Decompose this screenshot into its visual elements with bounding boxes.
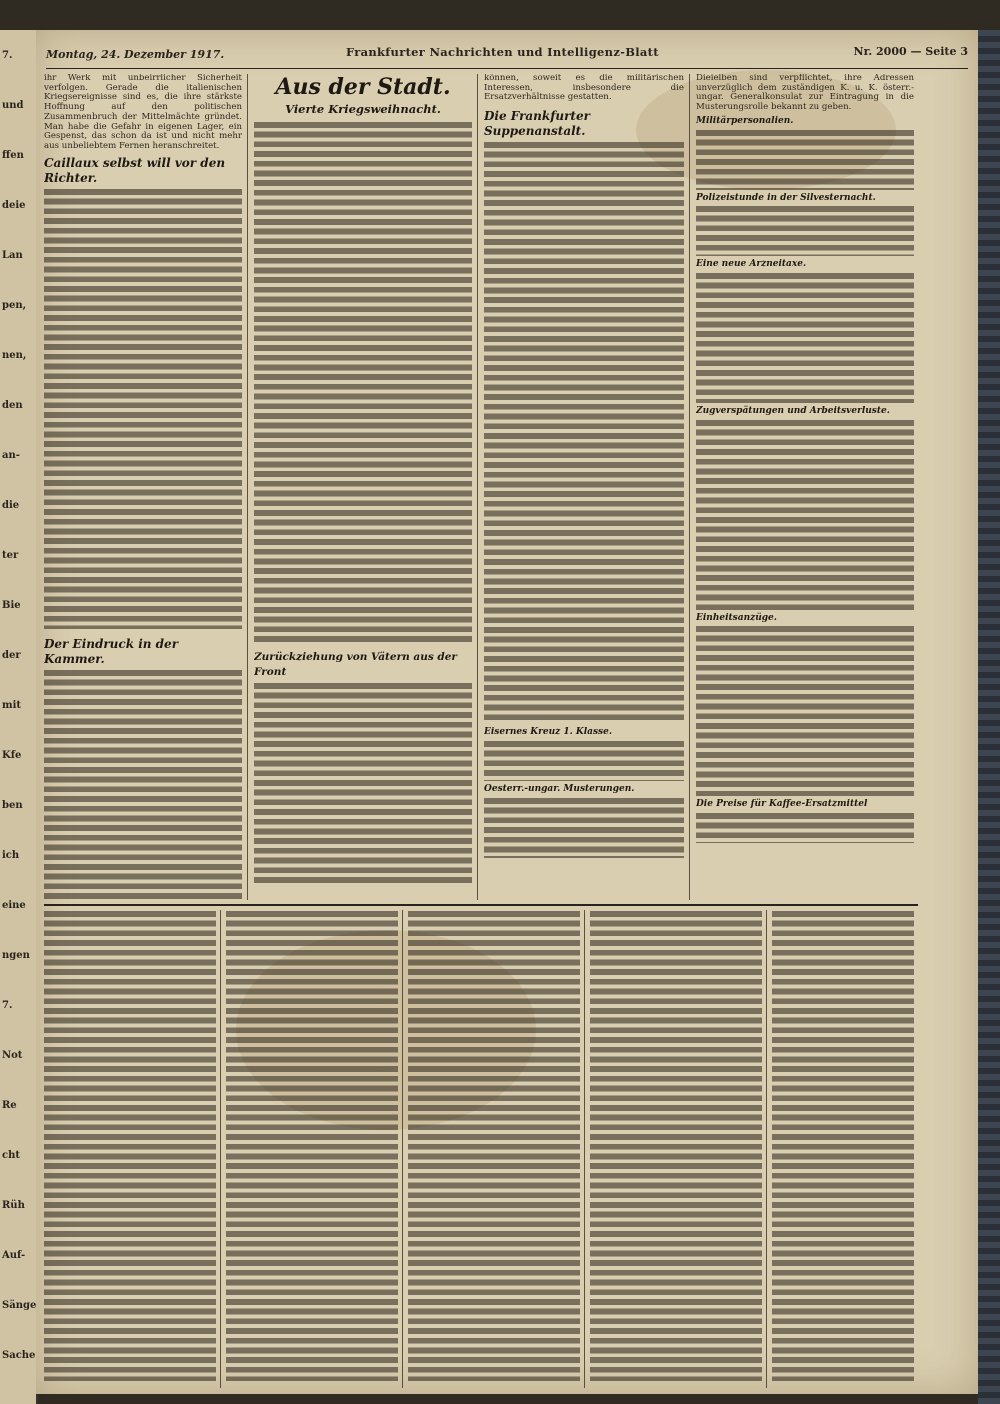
item-polizeistunde: Polizeistunde in der Silvesternacht. — [696, 192, 876, 203]
item-kaffee-ersatz: Die Preise für Kaffee-Ersatzmittel — [696, 799, 868, 810]
column-intro-text: können, soweit es die militärischen Interessen, insbesondere die Ersatzverhältnisse gestatten. — [484, 74, 684, 103]
strip-fragment: die — [2, 500, 20, 511]
article-body-text — [254, 122, 472, 642]
article-body-text — [696, 206, 914, 256]
item-eisernes-kreuz: Eisernes Kreuz 1. Klasse. — [484, 727, 612, 738]
article-subtitle: Vierte Kriegsweihnacht. — [285, 102, 441, 116]
page-header — [46, 42, 968, 69]
strip-fragment: Rüh — [2, 1200, 25, 1211]
strip-fragment: Not — [2, 1050, 23, 1061]
feuilleton-column-1 — [44, 910, 216, 1388]
strip-fragment: Sänge — [2, 1300, 37, 1311]
strip-fragment: Bie — [2, 600, 21, 611]
strip-fragment: Auf- — [2, 1250, 26, 1261]
strip-fragment: Lan — [2, 250, 23, 261]
strip-fragment: Sache — [2, 1350, 36, 1361]
strip-fragment: eine — [2, 900, 26, 911]
headline-caillaux: Caillaux selbst will vor den Richter. — [44, 155, 226, 185]
strip-fragment: Re — [2, 1100, 17, 1111]
item-militaerpersonalien: Militärpersonalien. — [696, 115, 794, 126]
article-body-text — [254, 683, 472, 883]
item-einheitsanzuege: Einheitsanzüge. — [696, 612, 777, 623]
article-body-text — [484, 741, 684, 781]
article-body-text — [484, 142, 684, 722]
strip-fragment: ben — [2, 800, 23, 811]
page-number: Nr. 2000 — Seite 3 — [853, 45, 968, 58]
masthead: Frankfurter Nachrichten und Intelligenz-Blatt — [346, 45, 659, 59]
strip-fragment: ngen — [2, 950, 30, 961]
strip-fragment: pen, — [2, 300, 27, 311]
feuilleton-column-5 — [772, 910, 914, 1388]
strip-fragment: 7. — [2, 50, 13, 61]
newspaper-page — [36, 30, 978, 1394]
article-body-text — [44, 189, 242, 629]
strip-fragment: ffen — [2, 150, 24, 161]
strip-fragment: 7. — [2, 1000, 13, 1011]
column-city — [254, 74, 472, 900]
strip-fragment: an- — [2, 450, 20, 461]
strip-fragment: cht — [2, 1150, 20, 1161]
article-body-text — [696, 273, 914, 403]
binding-edge — [978, 30, 1000, 1404]
section-divider — [44, 904, 918, 906]
article-body-text — [696, 130, 914, 190]
column-politics — [44, 74, 242, 900]
column-local-notes — [696, 74, 914, 900]
article-body-text — [696, 420, 914, 610]
headline-kammer: Der Eindruck in der Kammer. — [44, 636, 179, 666]
strip-fragment: ich — [2, 850, 20, 861]
column-intro-text: Dieielben sind verpflichtet, ihre Adressen unverzüglich dem zuständigen K. u. K. österr.-ungar. Generalkonsulat zur Eintragung in die Musterungsrolle bekannt zu geben. — [696, 74, 914, 113]
strip-fragment: Kfe — [2, 750, 22, 761]
feuilleton-column-3 — [408, 910, 580, 1388]
strip-fragment: nen, — [2, 350, 27, 361]
headline-suppenanstalt: Die Frankfurter Suppenanstalt. — [484, 109, 590, 139]
article-body-text — [696, 813, 914, 843]
headline-zurueckziehung: Zurückziehung von Vätern aus der Front — [254, 651, 457, 678]
strip-fragment: den — [2, 400, 23, 411]
strip-fragment: der — [2, 650, 21, 661]
strip-fragment: ter — [2, 550, 19, 561]
item-arzneitaxe: Eine neue Arzneitaxe. — [696, 259, 807, 270]
item-musterungen: Oesterr.-ungar. Musterungen. — [484, 783, 635, 794]
strip-fragment: deie — [2, 200, 26, 211]
article-body-text — [44, 670, 242, 900]
column-suppenanstalt — [484, 74, 684, 900]
article-body-text — [696, 626, 914, 796]
adjacent-page-strip — [0, 30, 38, 1404]
column-intro-text: ihr Werk mit unbeirrlicher Sicherheit verfolgen. Gerade die italienischen Kriegsereignisse sind es, die ihre stärkste Hoffnung auf den politischen Zusammenbruch der Mittelmächte gründet. Man habe die Gefahr in eigenen Lager, ein Gespenst, das schon da ist und nicht mehr aus unbeliebtem Fernen heranschreitet. — [44, 74, 242, 151]
strip-fragment: und — [2, 100, 24, 111]
feuilleton-column-4 — [590, 910, 762, 1388]
article-body-text — [484, 798, 684, 858]
strip-fragment: mit — [2, 700, 21, 711]
item-zugverspaetungen: Zugverspätungen und Arbeitsverluste. — [696, 405, 890, 416]
issue-date: Montag, 24. Dezember 1917. — [46, 48, 225, 61]
feuilleton-column-2 — [226, 910, 398, 1388]
section-title: Aus der Stadt. — [275, 74, 451, 100]
